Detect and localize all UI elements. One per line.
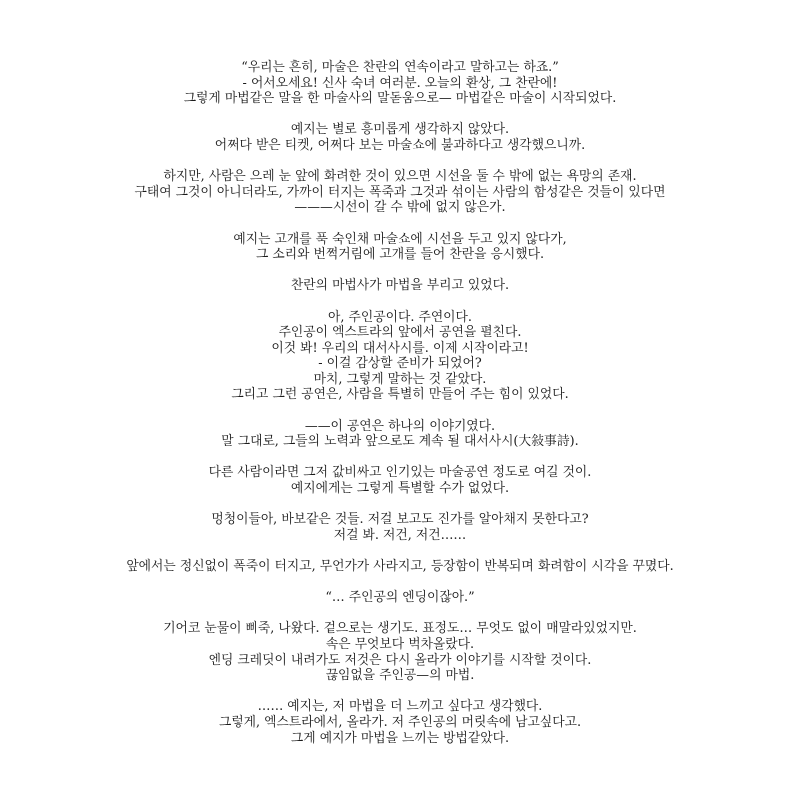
text-line: …… 예지는, 저 마법을 더 느끼고 싶다고 생각했다. <box>257 699 543 715</box>
text-line: 찬란의 마법사가 마법을 부리고 있었다. <box>290 278 510 294</box>
text-line: 어쩌다 받은 티켓, 어쩌다 보는 마술쇼에 불과하다고 생각했으니까. <box>214 137 586 153</box>
text-line: 마치, 그렇게 말하는 것 같았다. <box>313 371 487 387</box>
text-line: 끊임없을 주인공—의 마법. <box>325 668 475 684</box>
text-line: 예지는 별로 흥미롭게 생각하지 않았다. <box>290 122 510 138</box>
text-line: 구태여 그것이 아니더라도, 가까이 터지는 폭죽과 그것과 섞이는 사람의 함성같은 것들이 있다면 <box>134 184 666 200</box>
paragraph-8 <box>0 465 800 496</box>
paragraph-5 <box>0 278 800 294</box>
text-line: 그렇게, 엑스트라에서, 올라가. 저 주인공의 머릿속에 남고싶다고. <box>218 714 582 730</box>
paragraph-6 <box>0 310 800 404</box>
text-line: ———시선이 갈 수 밖에 없지 않은가. <box>294 200 506 216</box>
text-line: 속은 무엇보다 벅차올랐다. <box>325 636 475 652</box>
paragraph-9 <box>0 512 800 543</box>
text-line: 그리고 그런 공연은, 사람을 특별히 만들어 주는 힘이 있었다. <box>231 387 569 403</box>
paragraph-13 <box>0 699 800 746</box>
text-line: 저걸 봐. 저건, 저건…… <box>333 527 467 543</box>
text-line: - 이걸 감상할 준비가 되었어? <box>318 356 482 372</box>
text-line: 엔딩 크레딧이 내려가도 저것은 다시 올라가 이야기를 시작할 것이다. <box>208 652 592 668</box>
text-line: 기어코 눈물이 삐죽, 나왔다. 겉으로는 생기도. 표정도… 무엇도 없이 매말라있었지만. <box>163 621 637 637</box>
paragraph-2 <box>0 122 800 153</box>
paragraph-12 <box>0 621 800 683</box>
text-line: 멍청이들아, 바보같은 것들. 저걸 보고도 진가를 알아채지 못한다고? <box>211 512 589 528</box>
text-line: 다른 사람이라면 그저 값비싸고 인기있는 마술공연 정도로 여길 것이. <box>208 465 592 481</box>
document-body <box>0 60 800 762</box>
text-line: 그렇게 마법같은 말을 한 마술사의 말돋움으로— 마법같은 마술이 시작되었다. <box>183 91 617 107</box>
text-line: “… 주인공의 엔딩이잖아.” <box>325 590 475 606</box>
paragraph-4 <box>0 232 800 263</box>
text-line: - 어서오세요! 신사 숙녀 여러분. 오늘의 환상, 그 찬란에! <box>242 75 558 91</box>
text-line: 예지는 고개를 푹 숙인채 마술쇼에 시선을 두고 있지 않다가, <box>233 231 567 247</box>
paragraph-11 <box>0 590 800 606</box>
paragraph-10 <box>0 559 800 575</box>
text-line: 그 소리와 번쩍거림에 고개를 들어 찬란을 응시했다. <box>255 247 545 263</box>
text-line: 하지만, 사람은 으레 눈 앞에 화려한 것이 있으면 시선을 둘 수 밖에 없는 욕망의 존재. <box>163 169 637 185</box>
text-line: 앞에서는 정신없이 폭죽이 터지고, 무언가가 사라지고, 등장함이 반복되며 화려함이 시각을 꾸몄다. <box>126 559 674 574</box>
paragraph-1 <box>0 60 800 107</box>
text-line: ——이 공연은 하나의 이야기였다. <box>304 418 496 434</box>
text-line: 아, 주인공이다. 주연이다. <box>328 309 472 325</box>
text-line: 말 그대로, 그들의 노력과 앞으로도 계속 될 대서사시(大敍事詩). <box>221 434 579 450</box>
text-line: 그게 예지가 마법을 느끼는 방법같았다. <box>290 730 510 746</box>
paragraph-3 <box>0 169 800 216</box>
text-line: 예지에게는 그렇게 특별할 수가 없었다. <box>290 481 510 497</box>
text-line: “우리는 흔히, 마술은 찬란의 연속이라고 말하고는 하죠.” <box>241 60 559 75</box>
paragraph-7 <box>0 419 800 450</box>
text-line: 이것 봐! 우리의 대서사시를. 이제 시작이라고! <box>271 340 529 356</box>
text-line: 주인공이 엑스트라의 앞에서 공연을 펼친다. <box>278 325 522 341</box>
